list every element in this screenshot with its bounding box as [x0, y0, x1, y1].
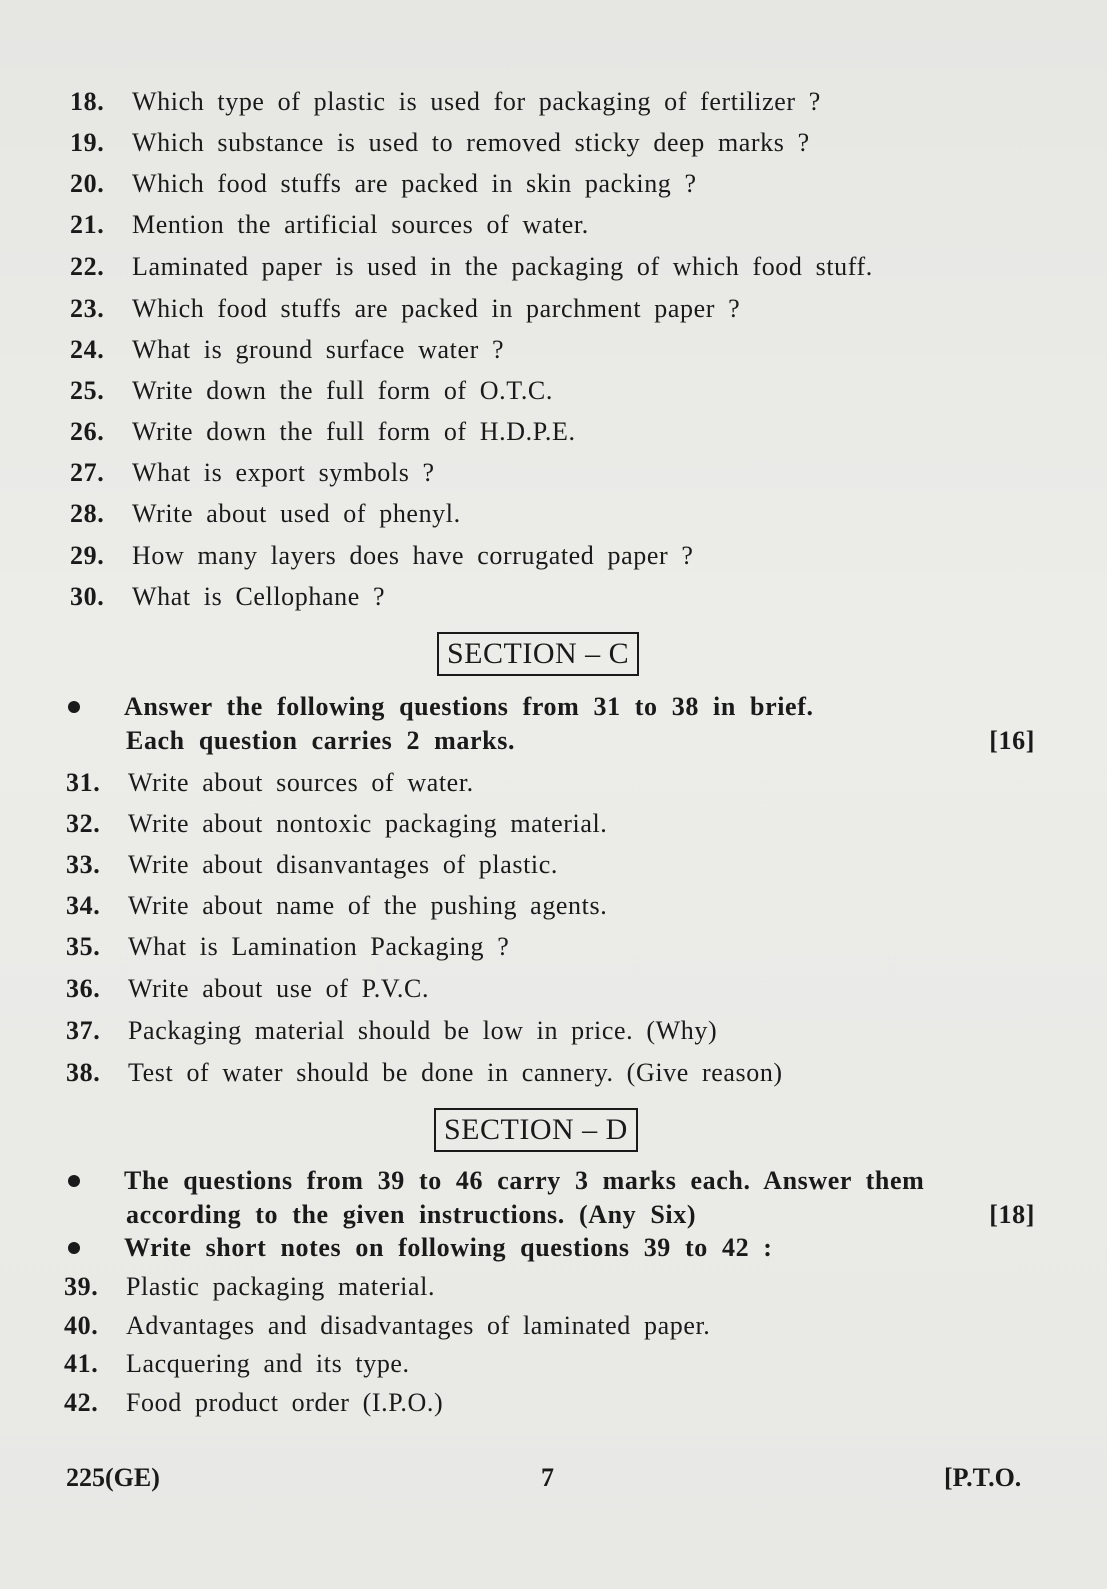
question-text: Lacquering and its type. — [126, 1349, 410, 1378]
question-text: Packaging material should be low in price. (Why) — [128, 1016, 718, 1045]
question-number: 20. — [70, 169, 105, 198]
question-text: Laminated paper is used in the packaging of which food stuff. — [132, 252, 873, 281]
section-c-instruction — [68, 690, 1035, 723]
paper-code: 225(GE) — [66, 1463, 160, 1492]
question-number: 23. — [70, 294, 105, 323]
question-35 — [66, 931, 1047, 963]
question-24 — [70, 334, 1047, 366]
question-29 — [70, 540, 1047, 572]
question-text: What is Lamination Packaging ? — [128, 932, 510, 961]
instruction-line-1: The questions from 39 to 46 carry 3 marks each. Answer them — [124, 1166, 925, 1195]
question-40 — [64, 1310, 1047, 1342]
question-text: Mention the artificial sources of water. — [132, 210, 589, 239]
question-30 — [70, 581, 1047, 613]
question-number: 31. — [66, 768, 101, 797]
question-number: 34. — [66, 891, 101, 920]
question-27 — [70, 457, 1047, 489]
question-text: Write about sources of water. — [128, 768, 474, 797]
question-23 — [70, 293, 1047, 325]
question-number: 18. — [70, 87, 105, 116]
question-number: 36. — [66, 974, 101, 1003]
question-19 — [70, 127, 1047, 159]
instruction-line-2: according to the given instructions. (Any Six) — [126, 1200, 697, 1229]
question-number: 24. — [70, 335, 105, 364]
question-39 — [64, 1271, 1047, 1303]
section-d-instruction — [68, 1164, 1035, 1197]
question-28 — [70, 498, 1047, 530]
question-text: Which substance is used to removed sticky deep marks ? — [132, 128, 810, 157]
question-number: 22. — [70, 252, 105, 281]
question-37 — [66, 1015, 1047, 1047]
question-number: 42. — [64, 1388, 99, 1417]
section-c-marks: [16] — [989, 726, 1035, 755]
question-text: Advantages and disadvantages of laminated paper. — [126, 1311, 711, 1340]
question-number: 33. — [66, 850, 101, 879]
question-text: Which type of plastic is used for packaging of fertilizer ? — [132, 87, 821, 116]
question-number: 19. — [70, 128, 105, 157]
question-20 — [70, 168, 1047, 200]
instruction-line-1: Answer the following questions from 31 to 38 in brief. — [124, 692, 814, 721]
question-text: Write about disanvantages of plastic. — [128, 850, 558, 879]
question-31 — [66, 767, 1047, 799]
section-d-instruction-2 — [68, 1231, 1035, 1264]
question-number: 38. — [66, 1058, 101, 1087]
question-text: Write about name of the pushing agents. — [128, 891, 608, 920]
question-41 — [64, 1348, 1047, 1380]
question-text: Write about nontoxic packaging material. — [128, 809, 608, 838]
question-21 — [70, 209, 1047, 241]
section-c-instruction-cont — [68, 724, 1035, 757]
question-number: 41. — [64, 1349, 99, 1378]
question-34 — [66, 890, 1047, 922]
question-text: Which food stuffs are packed in skin packing ? — [132, 169, 697, 198]
question-25 — [70, 375, 1047, 407]
question-number: 32. — [66, 809, 101, 838]
question-text: How many layers does have corrugated paper ? — [132, 541, 694, 570]
question-number: 40. — [64, 1311, 99, 1340]
question-number: 28. — [70, 499, 105, 528]
question-26 — [70, 416, 1047, 448]
instruction-line: Write short notes on following questions 39 to 42 : — [124, 1233, 773, 1262]
question-text: Food product order (I.P.O.) — [126, 1388, 444, 1417]
question-number: 29. — [70, 541, 105, 570]
question-text: Write about used of phenyl. — [132, 499, 461, 528]
question-text: Plastic packaging material. — [126, 1272, 436, 1301]
question-number: 37. — [66, 1016, 101, 1045]
question-number: 30. — [70, 582, 105, 611]
question-number: 25. — [70, 376, 105, 405]
question-text: Write about use of P.V.C. — [128, 974, 430, 1003]
question-number: 27. — [70, 458, 105, 487]
section-d-title: SECTION – D — [434, 1108, 638, 1152]
page-number: 7 — [541, 1463, 554, 1492]
bullet — [68, 1175, 80, 1187]
question-text: What is ground surface water ? — [132, 335, 505, 364]
question-32 — [66, 808, 1047, 840]
question-text: Write down the full form of H.D.P.E. — [132, 417, 576, 446]
pto-label: [P.T.O. — [944, 1463, 1022, 1492]
section-c-title: SECTION – C — [437, 632, 639, 676]
question-42 — [64, 1387, 1047, 1419]
question-33 — [66, 849, 1047, 881]
section-d-instruction-cont — [68, 1198, 1035, 1231]
question-text: What is export symbols ? — [132, 458, 435, 487]
question-text: Which food stuffs are packed in parchment paper ? — [132, 294, 741, 323]
question-36 — [66, 973, 1047, 1005]
question-38 — [66, 1057, 1047, 1089]
question-text: What is Cellophane ? — [132, 582, 386, 611]
bullet — [68, 1242, 80, 1254]
section-d-marks: [18] — [989, 1200, 1035, 1229]
bullet — [68, 701, 80, 713]
question-number: 21. — [70, 210, 105, 239]
question-number: 35. — [66, 932, 101, 961]
question-number: 26. — [70, 417, 105, 446]
question-number: 39. — [64, 1272, 99, 1301]
question-18 — [70, 86, 1047, 118]
question-22 — [70, 251, 1047, 283]
question-text: Write down the full form of O.T.C. — [132, 376, 553, 405]
question-text: Test of water should be done in cannery. (Give reason) — [128, 1058, 783, 1087]
instruction-line-2: Each question carries 2 marks. — [126, 726, 516, 755]
